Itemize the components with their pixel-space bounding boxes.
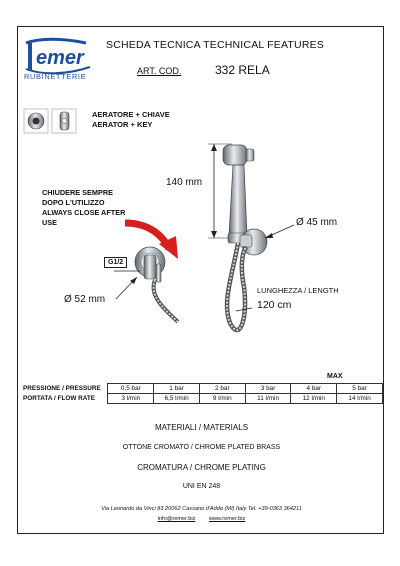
- table-cell: 3 bar: [245, 384, 291, 394]
- head-diameter: Ø 45 mm: [296, 217, 338, 228]
- materials-plating: CROMATURA / CHROME PLATING: [137, 463, 266, 472]
- hand-shower-icon: [223, 145, 254, 243]
- row-label: PRESSIONE / PRESSURE: [23, 385, 101, 392]
- table-cell: 3 l/min: [108, 394, 154, 404]
- hose-icon: [227, 243, 246, 330]
- length-label: LUNGHEZZA / LENGTH: [257, 286, 339, 295]
- pressure-flow-table: [23, 383, 383, 404]
- technical-sheet: [17, 26, 384, 534]
- warning-line-2: DOPO L'UTILIZZO: [42, 198, 105, 207]
- materials-brass: OTTONE CROMATO / CHROME PLATED BRASS: [122, 444, 281, 451]
- table-row: [23, 394, 383, 404]
- table-cell: 4 bar: [291, 384, 337, 394]
- materials-standard: UNI EN 248: [182, 483, 221, 490]
- table-cell: 6,5 l/min: [154, 394, 200, 404]
- accessory-line-it: AERATORE + CHIAVE: [92, 110, 170, 119]
- table-row: [23, 384, 383, 394]
- warning-note: [42, 188, 125, 228]
- table-cell: 1 bar: [154, 384, 200, 394]
- max-label: MAX: [327, 373, 343, 380]
- product-drawing: [18, 27, 385, 535]
- valve-icon: [135, 247, 178, 322]
- length-value: 120 cm: [257, 299, 292, 311]
- email-link[interactable]: info@remer.biz: [157, 516, 196, 522]
- height-dimension: 140 mm: [166, 177, 203, 188]
- row-label: PORTATA / FLOW RATE: [23, 395, 96, 402]
- connection-badge: G1/2: [104, 257, 127, 268]
- valve-diameter: Ø 52 mm: [64, 294, 106, 305]
- materials-heading: MATERIALI / MATERIALS: [154, 423, 249, 432]
- svg-text:emer: emer: [36, 47, 84, 69]
- table-cell: 14 l/min: [337, 394, 383, 404]
- warning-line-4: USE: [42, 218, 58, 227]
- table-cell: 0,5 bar: [108, 384, 154, 394]
- warning-line-3: ALWAYS CLOSE AFTER: [42, 208, 126, 217]
- art-code-label: ART. COD.: [137, 66, 182, 76]
- contact-links: [18, 516, 385, 522]
- aerator-icon: [24, 109, 48, 133]
- table-cell: 12 l/min: [291, 394, 337, 404]
- warning-line-1: CHIUDERE SEMPRE: [42, 188, 113, 197]
- sheet-title: SCHEDA TECNICA TECHNICAL FEATURES: [106, 39, 325, 51]
- key-icon: [52, 109, 76, 133]
- table-cell: 5 bar: [337, 384, 383, 394]
- company-address: Via Leonardo da Vinci 83 20062 Cassano d'Adda (MI) Italy Tel. +39-0363 364211: [101, 506, 302, 512]
- logo-subtitle: RUBINETTERIE: [24, 72, 87, 81]
- table-cell: 9 l/min: [199, 394, 245, 404]
- table-cell: 11 l/min: [245, 394, 291, 404]
- table-cell: 2 bar: [199, 384, 245, 394]
- accessory-line-en: AERATOR + KEY: [92, 120, 153, 129]
- website-link[interactable]: www.remer.biz: [208, 516, 246, 522]
- accessory-label: [92, 110, 170, 130]
- art-code-value: 332 RELA: [215, 63, 270, 77]
